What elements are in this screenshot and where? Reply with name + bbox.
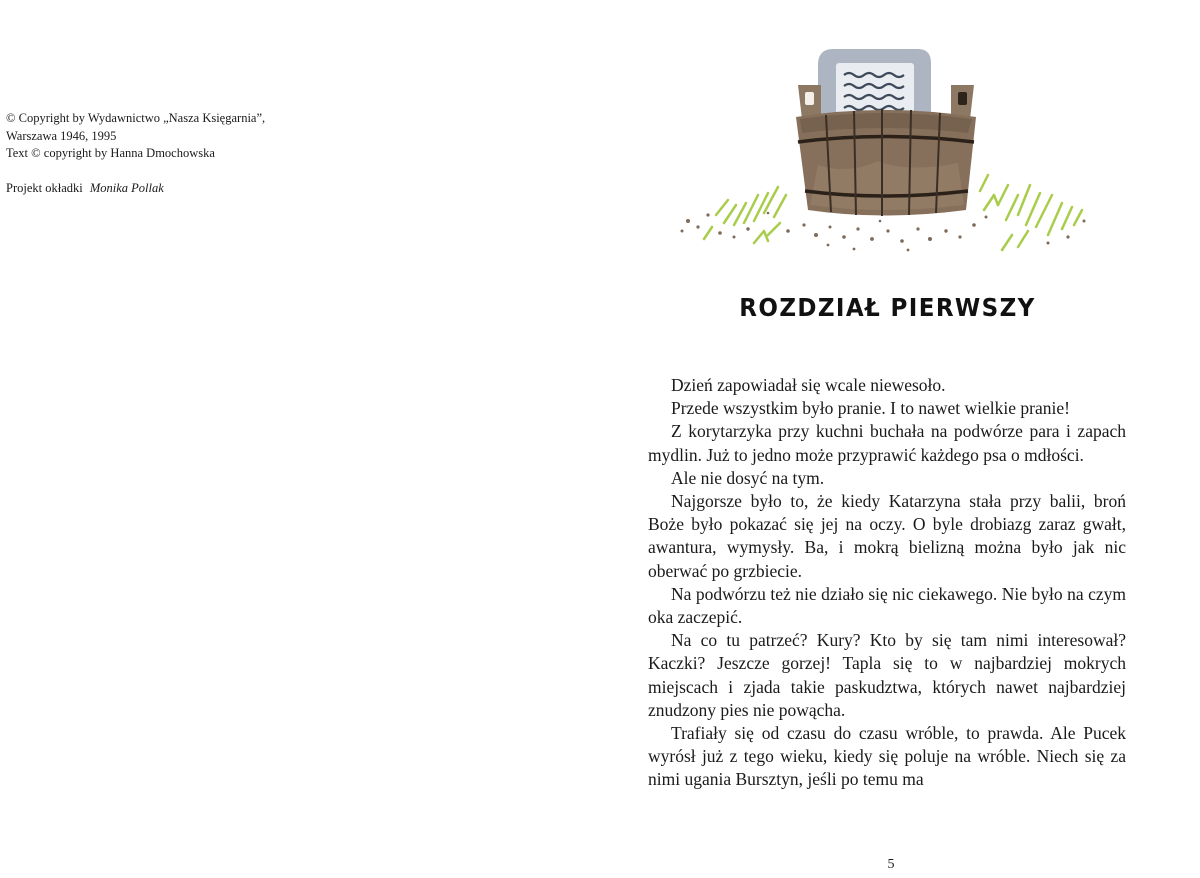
copyright-line: Warszawa 1946, 1995 [6,128,117,143]
paragraph: Dzień zapowiadał się wcale niewesoło. [671,375,946,395]
paragraph: Trafiały się od czasu do czasu wróble, to prawda. Ale Pucek wyrósł już z tego wieku, kiedy się poluje na wróble. Niech się za nimi ugania Bursztyn, jeśli po temu ma [648,723,1126,790]
paragraph: Najgorsze było to, że kiedy Katarzyna stała przy balii, broń Boże było pokazać się jej na oczy. O byle drobiazg zaraz gwałt, awantura, wymysły. Ba, i mokrą bielizną można było jak nic oberwać po grzbiecie. [648,491,1126,581]
pebbles [681,212,1086,252]
page-number: 5 [887,857,895,872]
paragraph: Ale nie dosyć na tym. [671,467,825,488]
cover-credit [6,180,265,198]
copyright-line: Text © copyright by Hanna Dmochowska [6,146,215,160]
cover-credit-label: Projekt okładki [6,180,83,195]
paragraph: Na podwórzu też nie działo się nic ciekawego. Nie było na czym oka zaczepić. [648,583,1126,628]
cover-designer-name: Monika Pollak [89,180,164,195]
chapter-body-text [648,374,1126,792]
paragraph: Przede wszystkim było pranie. I to nawet wielkie pranie! [671,398,1070,419]
spacer [6,163,265,180]
copyright-notice [6,110,265,197]
washtub-illustration [668,45,1098,260]
paragraph: Na co tu patrzeć? Kury? Kto by się tam nimi interesował? Kaczki? Jeszcze gorzej! Tapla się to w najbardziej mokrych miejscach i zjada takie paskudztwa, których nawet najbardziej znudzony pies nie powącha. [648,630,1126,720]
copyright-line: © Copyright by Wydawnictwo „Nasza Księgarnia”, [6,111,266,125]
chapter-title: ROZDZIAŁ PIERWSZY [739,293,1036,322]
paragraph: Z korytarzyka przy kuchni buchała na podwórze para i zapach mydlin. Już to jedno może przyprawić każdego psa o mdłości. [648,421,1126,465]
